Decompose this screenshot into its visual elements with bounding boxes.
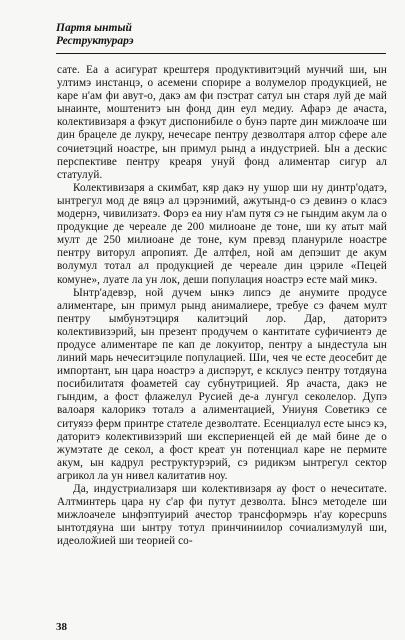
paragraph-4: Да, индустриализаря ши колективизаря ау фост о нечеситате. Алтминтерь цара ну с'ар фи путут дезволта. Ынсэ методеле ши мижлоачеле ынфэптуирий ачестор трансформэрь н'ау коресpuns ынтотдяуна ши ынтру тотул принчиниилор сочиализмулуй ши, идеолоӂией ши теорией со- [57,483,387,548]
page-number: 38 [56,621,67,633]
paragraph-3: Ынтр'адевэр, ной дучем ынкэ липсэ де анумите продусе алиментаре, ын примул рынд анималиере, требуе сэ фачем мулт пентру ымбунэтэциря калитэций лор. Дар, даторитэ колективизэрий, ын презент продучем о кантитате суфичиентэ де продусе алиментаре пе кап де локуитор, пентру а ындестула ын линий марь нечеситэциле популацией. Ши, чея че есте деосебит де импортант, ын цара ноастрэ а диспэрут, е ксклусэ пентру тотдяуна посибилитатя фоаметей сау субнутрицией. Яр ачаста, дакэ не гындим, а фост флажелул Русией де-а лунгул секолелор. Дупэ валоаря калорикэ тоталэ а алиментацией, Униуня Советикэ се ситуязэ ферм принтре стателе дезволтате. Есенциалул есте ынсэ кэ, даторитэ колективизэрий ши експериенцей ей де май бине де о жумэтате де секол, а фост креат ун потенциал каре не пермите акум, ын кадрул реструктурэрий, сэ ридикэм ынтрегул сектор агрикол ла ун нивел калитатив ноу. [57,286,387,482]
header-line-1: Партя ынтый [56,22,132,34]
header-rule [56,53,386,54]
paragraph-1: сате. Еа а асигурат крештеря продуктивитэций мунчий ши, ын ултимэ инстанцэ, о асемени спорире а волумелор продукцией, не каре н'ам фи авут-о, дакэ ам фи пэстрат сатул ын старя луй де май ынаинте, моштенитэ ын фонд дин еул медиу. Афарэ де ачаста, колективизаря а фэкут диспонибиле о бунэ парте дин мижлоаче ши дин брацеле де лукру, нечесаре пентру дезволтаря алтор сфере але сочиетэций ноастре, ын примул рынд а индустрией. Ын а дескис перспективе пентру креаря унуй фонд алиментар сигур ал статулуй. [57,64,387,181]
body-text [57,64,387,548]
running-header [56,22,133,48]
header-line-2: Реструктурарэ [56,35,134,47]
paragraph-2: Колективизаря а скимбат, кяр дакэ ну ушор ши ну динтр'одатэ, ынтрегул мод де вяцэ ал цэрэнимий, ажутынд-о сэ девинэ о класэ модернэ, чивилизатэ. Форэ еа ниу н'ам путя сэ не гындим акум ла о продукцие де череале де 200 милиоане де тоне, ши ку атыт май мулт де 250 милиоане де тоне, кум превэд плануриле ноастре пентру виторул апропият. Де алтфел, ной ам депэшит де акум волумул тотал ал продукцией де череале дин цэриле «Пецей комуне», луате ла ун лок, деши популация ноастрэ есте май микэ. [57,181,387,286]
